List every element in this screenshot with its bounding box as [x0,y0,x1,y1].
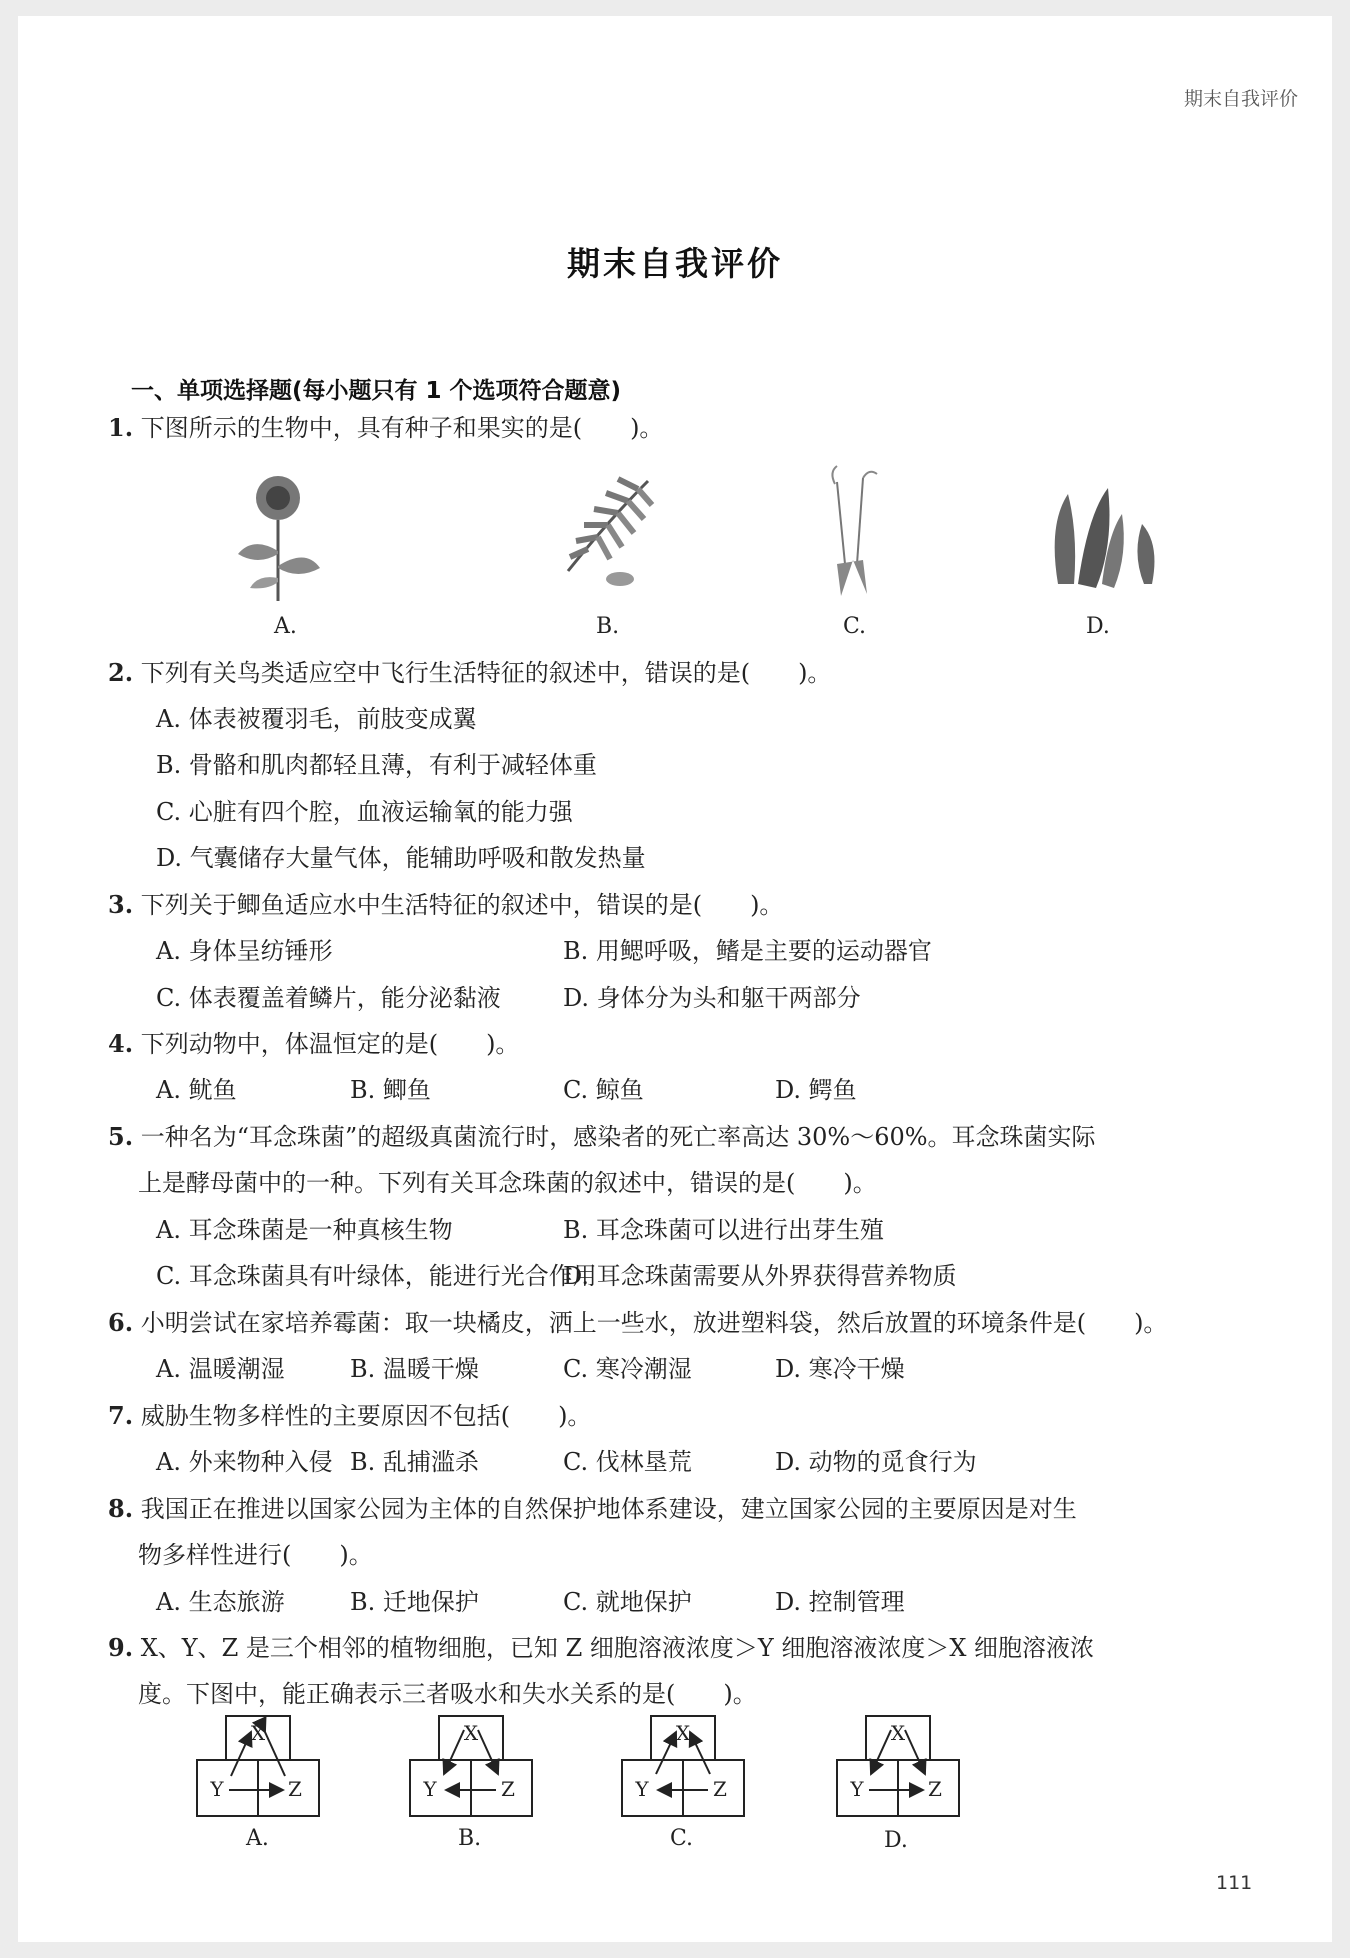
cell-label-x: X [463,1721,479,1745]
question-number: 7. [108,1401,134,1430]
cell-label-x: X [250,1721,266,1745]
option-d[interactable]: D. 控制管理 [775,1588,905,1616]
option-b[interactable]: B. 迁地保护 [350,1588,479,1616]
figure-label: A. [246,1826,269,1851]
option-b[interactable]: B. 骨骼和肌肉都轻且薄，有利于减轻体重 [156,751,597,779]
option-c[interactable]: C. 就地保护 [563,1588,692,1616]
option-d[interactable]: D. 寒冷干燥 [775,1355,905,1383]
question-text: 下图所示的生物中，具有种子和果实的是( )。 [140,414,664,442]
question-number: 6. [108,1308,134,1337]
question-7 [108,1396,591,1431]
cell-label-z: Z [501,1777,515,1801]
question-text-continued: 度。下图中，能正确表示三者吸水和失水关系的是( )。 [138,1680,757,1708]
question-9 [108,1628,1094,1663]
option-c[interactable]: C. 体表覆盖着鳞片，能分泌黏液 [156,984,501,1012]
question-text: 我国正在推进以国家公园为主体的自然保护地体系建设，建立国家公园的主要原因是对生 [140,1495,1077,1523]
figure-label: D. [884,1828,908,1853]
option-b[interactable]: B. 温暖干燥 [350,1355,479,1383]
option-a[interactable]: A. 鱿鱼 [156,1076,237,1104]
cell-label-x: X [675,1721,691,1745]
option-c[interactable]: C. 心脏有四个腔，血液运输氧的能力强 [156,798,573,826]
fern-icon [548,471,668,591]
question-number: 3. [108,890,134,919]
option-b[interactable]: B. 乱捕滥杀 [350,1448,479,1476]
figure-label: C. [843,614,867,639]
question-text: X、Y、Z 是三个相邻的植物细胞，已知 Z 细胞溶液浓度＞Y 细胞溶液浓度＞X 细胞溶液浓 [140,1634,1095,1662]
cell-diagram-a [193,1712,323,1824]
option-d[interactable]: D. 鳄鱼 [775,1076,857,1104]
option-d[interactable]: D. 身体分为头和躯干两部分 [563,984,861,1012]
question-number: 2. [108,658,134,687]
question-5 [108,1117,1096,1152]
question-1 [108,408,663,443]
cell-diagram-b [406,1712,536,1824]
figure-label: B. [458,1826,482,1851]
option-a[interactable]: A. 外来物种入侵 [156,1448,333,1476]
option-a[interactable]: A. 生态旅游 [156,1588,285,1616]
question-number: 4. [108,1029,134,1058]
question-number: 9. [108,1633,134,1662]
option-a[interactable]: A. 身体呈纺锤形 [156,937,333,965]
cell-label-x: X [890,1721,906,1745]
question-4 [108,1024,519,1059]
seaweed-icon [1048,484,1168,596]
sunflower-icon [228,456,328,606]
section-heading: 一、单项选择题(每小题只有 1 个选项符合题意) [131,378,622,404]
question-text-continued: 物多样性进行( )。 [138,1541,373,1569]
option-c[interactable]: C. 寒冷潮湿 [563,1355,692,1383]
question-number: 8. [108,1494,134,1523]
question-text: 下列动物中，体温恒定的是( )。 [140,1030,520,1058]
question-text: 威胁生物多样性的主要原因不包括( )。 [140,1402,592,1430]
question-number: 1. [108,413,134,442]
question-2 [108,653,831,688]
figure-label: A. [274,614,297,639]
cell-label-y: Y [635,1777,649,1801]
option-b[interactable]: B. 耳念珠菌可以进行出芽生殖 [563,1216,884,1244]
option-b[interactable]: B. 用鳃呼吸，鳍是主要的运动器官 [563,937,932,965]
cell-label-y: Y [210,1777,224,1801]
page [18,16,1332,1942]
option-c[interactable]: C. 鲸鱼 [563,1076,644,1104]
question-6 [108,1303,1167,1338]
question-text-continued: 上是酵母菌中的一种。下列有关耳念珠菌的叙述中，错误的是( )。 [138,1169,877,1197]
running-header: 期末自我评价 [1183,88,1298,110]
option-d[interactable]: D. 气囊储存大量气体，能辅助呼吸和散发热量 [156,844,646,872]
cell-label-z: Z [928,1777,942,1801]
figure-label: B. [596,614,620,639]
option-d[interactable]: D. 耳念珠菌需要从外界获得营养物质 [563,1262,957,1290]
question-number: 5. [108,1122,134,1151]
question-text: 下列有关鸟类适应空中飞行生活特征的叙述中，错误的是( )。 [140,659,832,687]
question-text: 下列关于鲫鱼适应水中生活特征的叙述中，错误的是( )。 [140,891,784,919]
option-b[interactable]: B. 鲫鱼 [350,1076,431,1104]
cell-diagram-d [833,1712,963,1824]
question-text: 小明尝试在家培养霉菌：取一块橘皮，洒上一些水，放进塑料袋，然后放置的环境条件是( )。 [140,1309,1168,1337]
figure-label: C. [670,1826,694,1851]
figure-label: D. [1086,614,1110,639]
option-c[interactable]: C. 耳念珠菌具有叶绿体，能进行光合作用 [156,1262,597,1290]
option-a[interactable]: A. 耳念珠菌是一种真核生物 [156,1216,453,1244]
option-a[interactable]: A. 体表被覆羽毛，前肢变成翼 [156,705,477,733]
question-text: 一种名为“耳念珠菌”的超级真菌流行时，感染者的死亡率高达 30%～60%。耳念珠菌实际 [140,1123,1096,1151]
cell-label-z: Z [713,1777,727,1801]
cell-label-y: Y [423,1777,437,1801]
option-a[interactable]: A. 温暖潮湿 [156,1355,285,1383]
cell-label-y: Y [850,1777,864,1801]
option-c[interactable]: C. 伐林垦荒 [563,1448,692,1476]
question-8 [108,1489,1077,1524]
page-number: 111 [1216,1872,1253,1894]
page-title: 期末自我评价 [567,244,783,283]
moss-icon [823,464,883,604]
cell-diagram-c [618,1712,748,1824]
option-d[interactable]: D. 动物的觅食行为 [775,1448,977,1476]
question-3 [108,885,783,920]
cell-label-z: Z [288,1777,302,1801]
